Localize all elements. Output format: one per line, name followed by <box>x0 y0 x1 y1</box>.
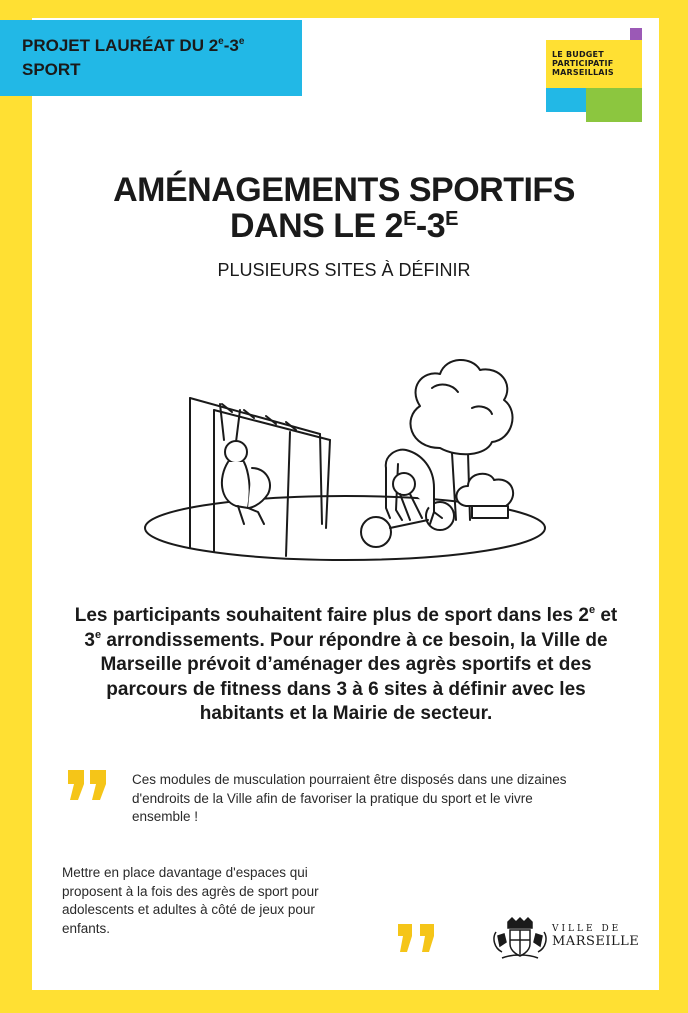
logo-purple-square <box>630 28 642 40</box>
tag-line2: SPORT <box>22 60 81 79</box>
project-tag <box>0 20 302 96</box>
budget-participatif-logo <box>546 26 648 124</box>
citizen-quote-2: Mettre en place davantage d'espaces qui proposent à la fois des agrès de sport pour adolescents et adultes à côté de jeux pour enfants. <box>62 865 319 936</box>
logo-green-block <box>586 88 642 122</box>
open-quote-icon <box>66 768 110 802</box>
tag-line1: PROJET LAURÉAT DU 2e-3e <box>22 36 245 55</box>
subtitle: PLUSIEURS SITES À DÉFINIR <box>217 260 471 280</box>
close-quote-icon <box>396 922 440 954</box>
fitness-illustration <box>140 348 560 568</box>
ville-de-marseille-logo <box>488 912 638 962</box>
logo-text: LE BUDGET PARTICIPATIF MARSEILLAIS <box>552 50 614 77</box>
marseille-text: MARSEILLE <box>552 934 640 949</box>
project-description: Les participants souhaitent faire plus de sport dans les 2e et 3e arrondissements. Pour répondre à ce besoin, la Ville de Marseille prévoit d’aménager des agrès sportifs et des parcours de fitness dans 3 à 6 sites à définir avec les habitants et la Mairie de secteur. <box>74 604 618 724</box>
marseille-crest-icon <box>488 914 550 962</box>
ville-de-text: VILLE DE <box>552 924 622 934</box>
page-title: AMÉNAGEMENTS SPORTIFS DANS LE $2^E-3^E$ <box>113 171 575 245</box>
logo-cyan-block <box>546 88 586 112</box>
citizen-quote-1: Ces modules de musculation pourraient être disposés dans une dizaines d'endroits de la Ville afin de favoriser la pratique du sport et le vivre ensemble ! <box>132 772 567 824</box>
